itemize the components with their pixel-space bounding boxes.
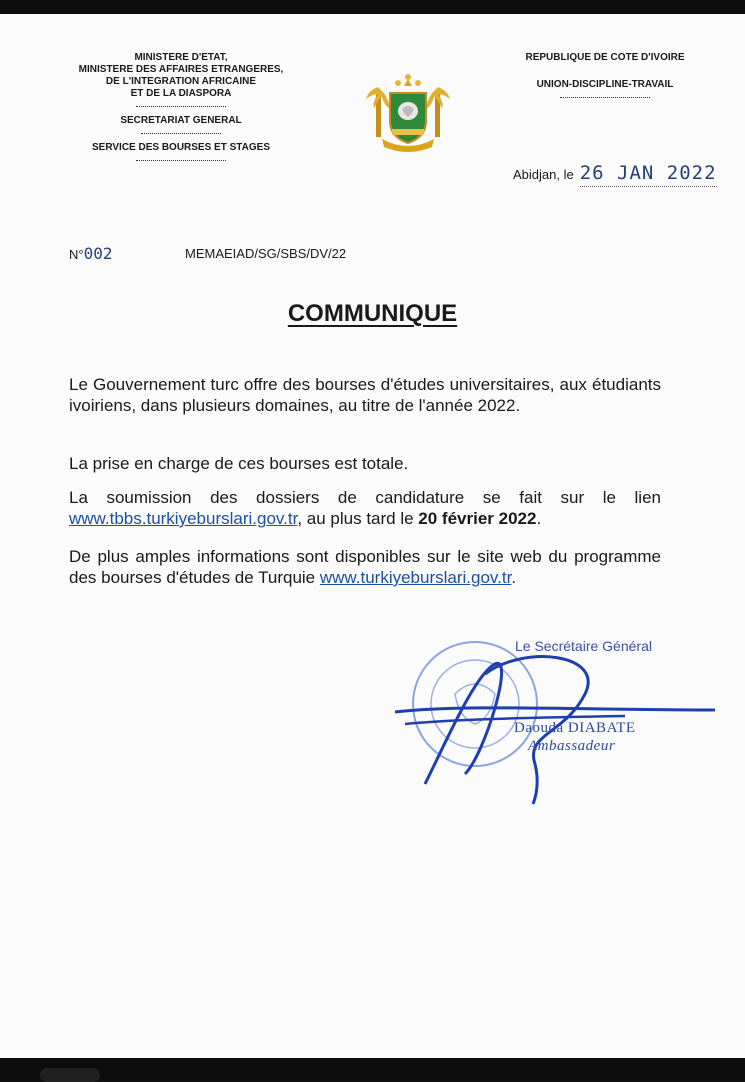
- date-place: Abidjan, le: [513, 167, 574, 182]
- dotted-separator: [136, 106, 226, 107]
- reference-prefix: N°: [69, 247, 84, 262]
- submission-end: .: [536, 509, 542, 528]
- republic-header: [495, 52, 715, 106]
- ministry-line-2: MINISTERE DES AFFAIRES ETRANGERES,: [78, 64, 284, 75]
- service-label: SERVICE DES BOURSES ET STAGES: [91, 142, 270, 153]
- signatory-role: Ambassadeur: [528, 738, 616, 754]
- submission-text-2: , au plus tard le: [297, 509, 419, 528]
- paragraph-offer: Le Gouvernement turc offre des bourses d'études universitaires, aux étudiants ivoiriens, dans plusieurs domaines, au titre de l'année 2022.: [69, 375, 661, 415]
- application-link[interactable]: www.tbbs.turkiyeburslari.gov.tr: [69, 509, 298, 528]
- bottom-dark-bar: [0, 1058, 745, 1080]
- info-text: De plus amples informations sont disponibles sur le site web du programme des bourses d'études de Turquie: [69, 547, 661, 587]
- national-motto: UNION-DISCIPLINE-TRAVAIL: [536, 79, 674, 90]
- dotted-separator: [136, 160, 226, 161]
- signatory-title: Le Secrétaire Général: [515, 638, 652, 654]
- reference-line: [69, 244, 347, 263]
- document-page: [0, 14, 745, 1058]
- info-end: .: [511, 568, 517, 587]
- signatory-name: Daouda DIABATE: [514, 720, 636, 736]
- country-name: REPUBLIQUE DE COTE D'IVOIRE: [525, 52, 685, 63]
- coat-of-arms-icon: [362, 71, 454, 155]
- paragraph-info: [69, 546, 661, 588]
- document-title-wrap: [0, 300, 745, 328]
- paragraph-submission: [69, 487, 661, 529]
- secretariat-label: SECRETARIAT GENERAL: [120, 115, 242, 126]
- paragraph-coverage: La prise en charge de ces bourses est totale.: [69, 454, 409, 473]
- deadline-date: 20 février 2022: [418, 509, 537, 528]
- submission-text: La soumission des dossiers de candidature se fait sur le lien: [69, 488, 661, 507]
- document-title: COMMUNIQUE: [287, 300, 458, 327]
- reference-code: MEMAEIAD/SG/SBS/DV/22: [185, 246, 347, 261]
- dotted-separator: [560, 97, 650, 98]
- date-line: [513, 162, 717, 187]
- dotted-separator: [141, 133, 221, 134]
- program-website-link[interactable]: www.turkiyeburslari.gov.tr: [319, 568, 512, 587]
- ministry-line-3: DE L'INTEGRATION AFRICAINE: [105, 76, 257, 87]
- date-stamp: 26 JAN 2022: [580, 162, 717, 187]
- top-dark-bar: [0, 0, 745, 14]
- ministry-line-1: MINISTERE D'ETAT,: [134, 52, 228, 63]
- ministry-line-4: ET DE LA DIASPORA: [130, 88, 232, 99]
- ministry-header: [56, 52, 306, 169]
- reference-number: 002: [83, 244, 113, 263]
